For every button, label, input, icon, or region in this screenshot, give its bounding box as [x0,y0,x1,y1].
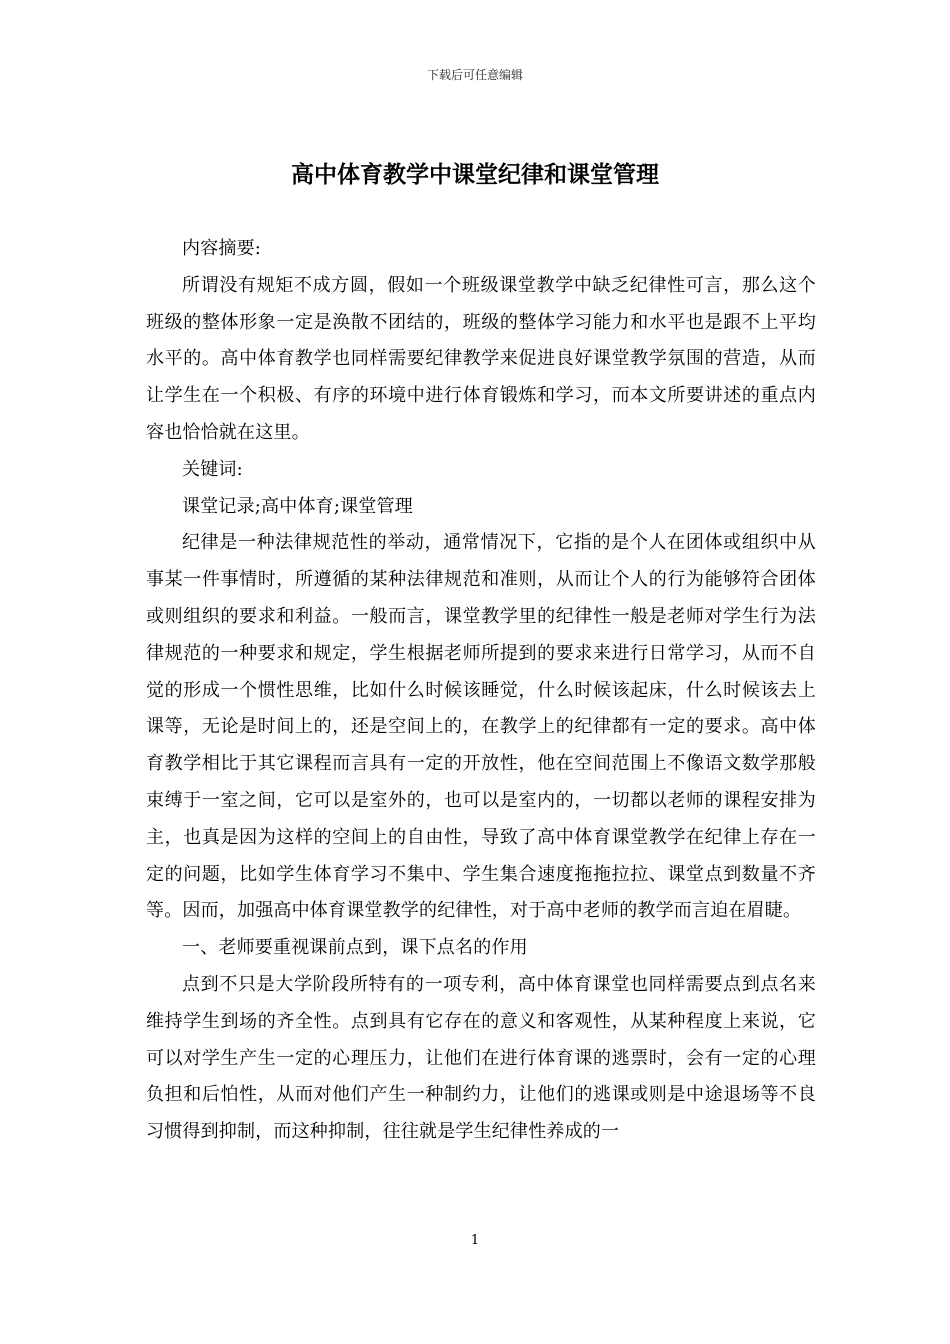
section-paragraph: 点到不只是大学阶段所特有的一项专利，高中体育课堂也同样需要点到点名来维持学生到场的齐全性。点到具有它存在的意义和客观性，从某种程度上来说，它可以对学生产生一定的心理压力，让他们在进行体育课的逃票时，会有一定的心理负担和后怕性，从而对他们产生一种制约力，让他们的逃课或则是中途退场等不良习惯得到抑制，而这种抑制，往往就是学生纪律性养成的一 [146,973,816,1143]
document-body [146,231,816,1151]
header-note: 下载后可任意编辑 [426,68,523,82]
intro-paragraph: 纪律是一种法律规范性的举动，通常情况下，它指的是个人在团体或组织中从事某一件事情时，所遵循的某种法律规范和准则，从而让个人的行为能够符合团体或则组织的要求和利益。一般而言，课堂教学里的纪律性一般是老师对学生行为法律规范的一种要求和规定，学生根据老师所提到的要求来进行日常学习，从而不自觉的形成一个惯性思维，比如什么时候该睡觉，什么时候该起床，什么时候该去上课等，无论是时间上的，还是空间上的，在教学上的纪律都有一定的要求。高中体育教学相比于其它课程而言具有一定的开放性，他在空间范围上不像语文数学那般束缚于一室之间，它可以是室外的，也可以是室内的，一切都以老师的课程安排为主，也真是因为这样的空间上的自由性，导致了高中体育课堂教学在纪律上存在一定的问题，比如学生体育学习不集中、学生集合速度拖拖拉拉、课堂点到数量不齐等。因而，加强高中体育课堂教学的纪律性，对于高中老师的教学而言迫在眉睫。 [146,532,816,922]
section-heading: 一、老师要重视课前点到，课下点名的作用 [182,937,528,959]
page-number: 1 [470,1233,480,1248]
keywords-label: 关键词: [182,458,243,480]
keywords-paragraph: 课堂记录;高中体育;课堂管理 [182,495,413,517]
abstract-paragraph: 所谓没有规矩不成方圆，假如一个班级课堂教学中缺乏纪律性可言，那么这个班级的整体形象一定是涣散不团结的，班级的整体学习能力和水平也是跟不上平均水平的。高中体育教学也同样需要纪律教学来促进良好课堂教学氛围的营造，从而让学生在一个积极、有序的环境中进行体育锻炼和学习，而本文所要讲述的重点内容也恰恰就在这里。 [146,274,816,443]
document-title: 高中体育教学中课堂纪律和课堂管理 [291,161,659,188]
abstract-label: 内容摘要: [182,238,262,259]
